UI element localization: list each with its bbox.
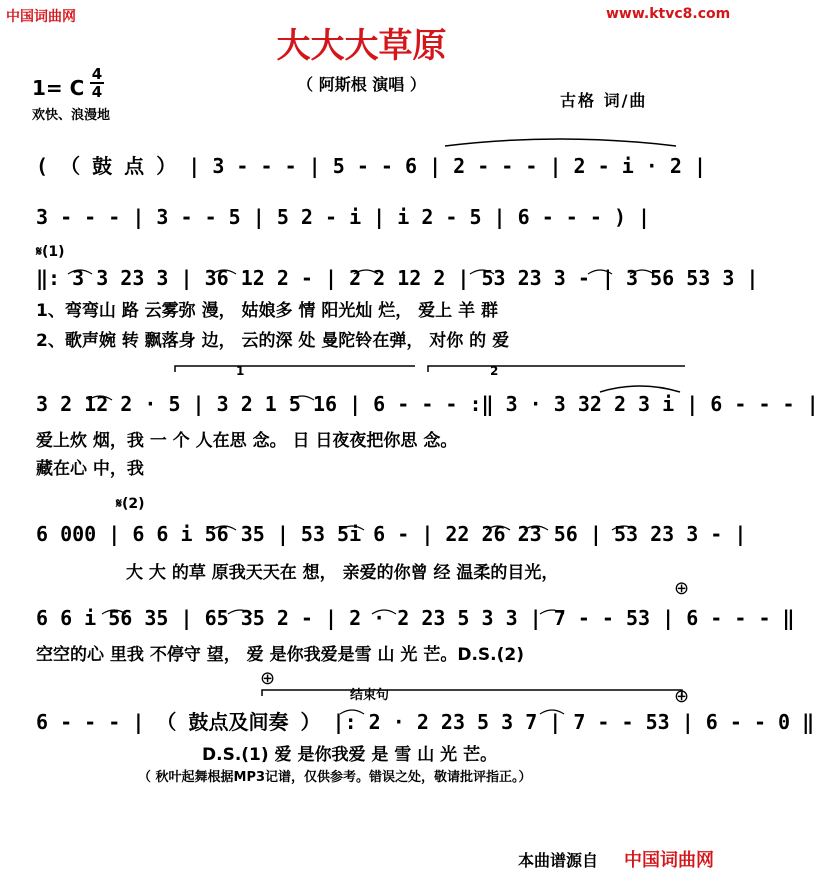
tempo-marking: 欢快、浪漫地	[32, 108, 111, 123]
tie-slur	[524, 526, 548, 530]
transcriber-note: （ 秋叶起舞根据MP3记谱，仅供参考。错误之处，敬请批评指正。）	[138, 770, 532, 785]
score-row-7-notes: 6 - - - | （ 鼓点及间奏 ） |: 2 · 2 23 5 3 7 | 7 - - 53 | 6 - - 0 ‖	[36, 710, 815, 734]
score-row-3-lyric-1: 1、弯弯山 路 云雾弥 漫， 姑娘多 情 阳光灿 烂， 爱上 羊 群	[36, 301, 499, 321]
tie-slur	[486, 526, 510, 530]
score-row-4-lyric-2: 藏在心 中，我	[36, 459, 144, 479]
volta-2-bracket	[428, 366, 685, 372]
tie-slur	[88, 396, 112, 400]
tie-slur	[470, 270, 494, 274]
author-credit: 古格 词/曲	[560, 91, 648, 110]
tie-slur	[588, 270, 612, 274]
site-url-right: www.ktvc8.com	[606, 6, 731, 22]
tie-slur	[445, 139, 676, 146]
score-row-2-notes: 3 - - - | 3 - - 5 | 5 2 - i | i 2 - 5 | 6 - - - ) |	[36, 205, 651, 229]
ending-label: 结束句	[350, 688, 390, 703]
volta-1-bracket	[175, 366, 415, 372]
site-name-left: 中国词曲网	[6, 9, 76, 25]
score-row-3-notes: ‖: 3 3 23 3 | 36 12 2 - | 2 2 12 2 | 53 23 3 - | 3 56 53 3 |	[36, 266, 759, 290]
tie-slur	[102, 610, 126, 614]
tie-slur	[372, 610, 396, 614]
score-row-7-lyric-1: D.S.(1) 爱 是你我爱 是 雪 山 光 芒。	[202, 745, 498, 765]
score-row-6-lyric-1: 空空的心 里我 不停守 望， 爱 是你我爱是雪 山 光 芒。D.S.(2)	[36, 645, 524, 665]
coda-icon: ⊕	[260, 668, 276, 689]
tie-slur	[212, 526, 236, 530]
time-signature-bottom: 4	[91, 83, 103, 101]
source-label: 本曲谱源自	[518, 851, 599, 870]
tie-slur	[68, 270, 92, 274]
score-row-6-notes: 6 6 i 56 35 | 65 35 2 - | 2 · 2 23 5 3 3 | 7 - - 53 | 6 - - - ‖	[36, 606, 795, 630]
segno-1-label: (1)	[42, 244, 65, 260]
segno-icon: 𝄋	[116, 496, 123, 512]
tie-slur	[290, 396, 314, 400]
tie-slur	[612, 526, 636, 530]
ending-bracket	[262, 690, 682, 696]
score-row-4-notes: 3 2 12 2 · 5 | 3 2 1 5 16 | 6 - - - :‖ 3 · 3 32 2 3 i | 6 - - - |	[36, 392, 819, 416]
tie-slur	[228, 610, 252, 614]
tie-slur	[340, 526, 364, 530]
tie-slur	[340, 710, 364, 714]
score-row-3-lyric-2: 2、歌声婉 转 飘落身 边， 云的深 处 曼陀铃在弹， 对你 的 爱	[36, 331, 510, 351]
tie-slur	[600, 386, 680, 392]
tie-slur	[354, 270, 378, 274]
song-performer: （ 阿斯根 演唱 ）	[297, 75, 426, 94]
coda-icon: ⊕	[674, 578, 690, 599]
tie-slur	[540, 710, 564, 714]
score-row-5-notes: 6 000 | 6 6 i 56 35 | 53 5i 6 - | 22 26 23 56 | 53 23 3 - |	[36, 522, 747, 546]
time-signature-top: 4	[91, 65, 103, 83]
volta-1-label: 1	[236, 364, 245, 378]
volta-2-label: 2	[490, 364, 499, 378]
segno-icon: 𝄋	[36, 244, 43, 260]
tie-slur	[630, 270, 654, 274]
key-signature: 1= C	[32, 76, 85, 100]
brand-watermark: 中国词曲网	[624, 850, 714, 871]
tie-slur	[540, 610, 564, 614]
score-row-4-lyric-1: 爱上炊 烟，我 一 个 人在思 念。 日 日夜夜把你思 念。	[36, 431, 458, 451]
segno-2-label: (2)	[122, 496, 145, 512]
song-title: 大大大草原	[276, 26, 447, 66]
coda-icon: ⊕	[674, 686, 690, 707]
tie-slur	[212, 270, 236, 274]
score-row-5-lyric-1: 大 大 的草 原我天天在 想， 亲爱的你曾 经 温柔的目光，	[126, 563, 559, 583]
score-row-1-notes: ( （ 鼓 点 ） | 3 - - - | 5 - - 6 | 2 - - - | 2 - i · 2 |	[36, 154, 707, 178]
